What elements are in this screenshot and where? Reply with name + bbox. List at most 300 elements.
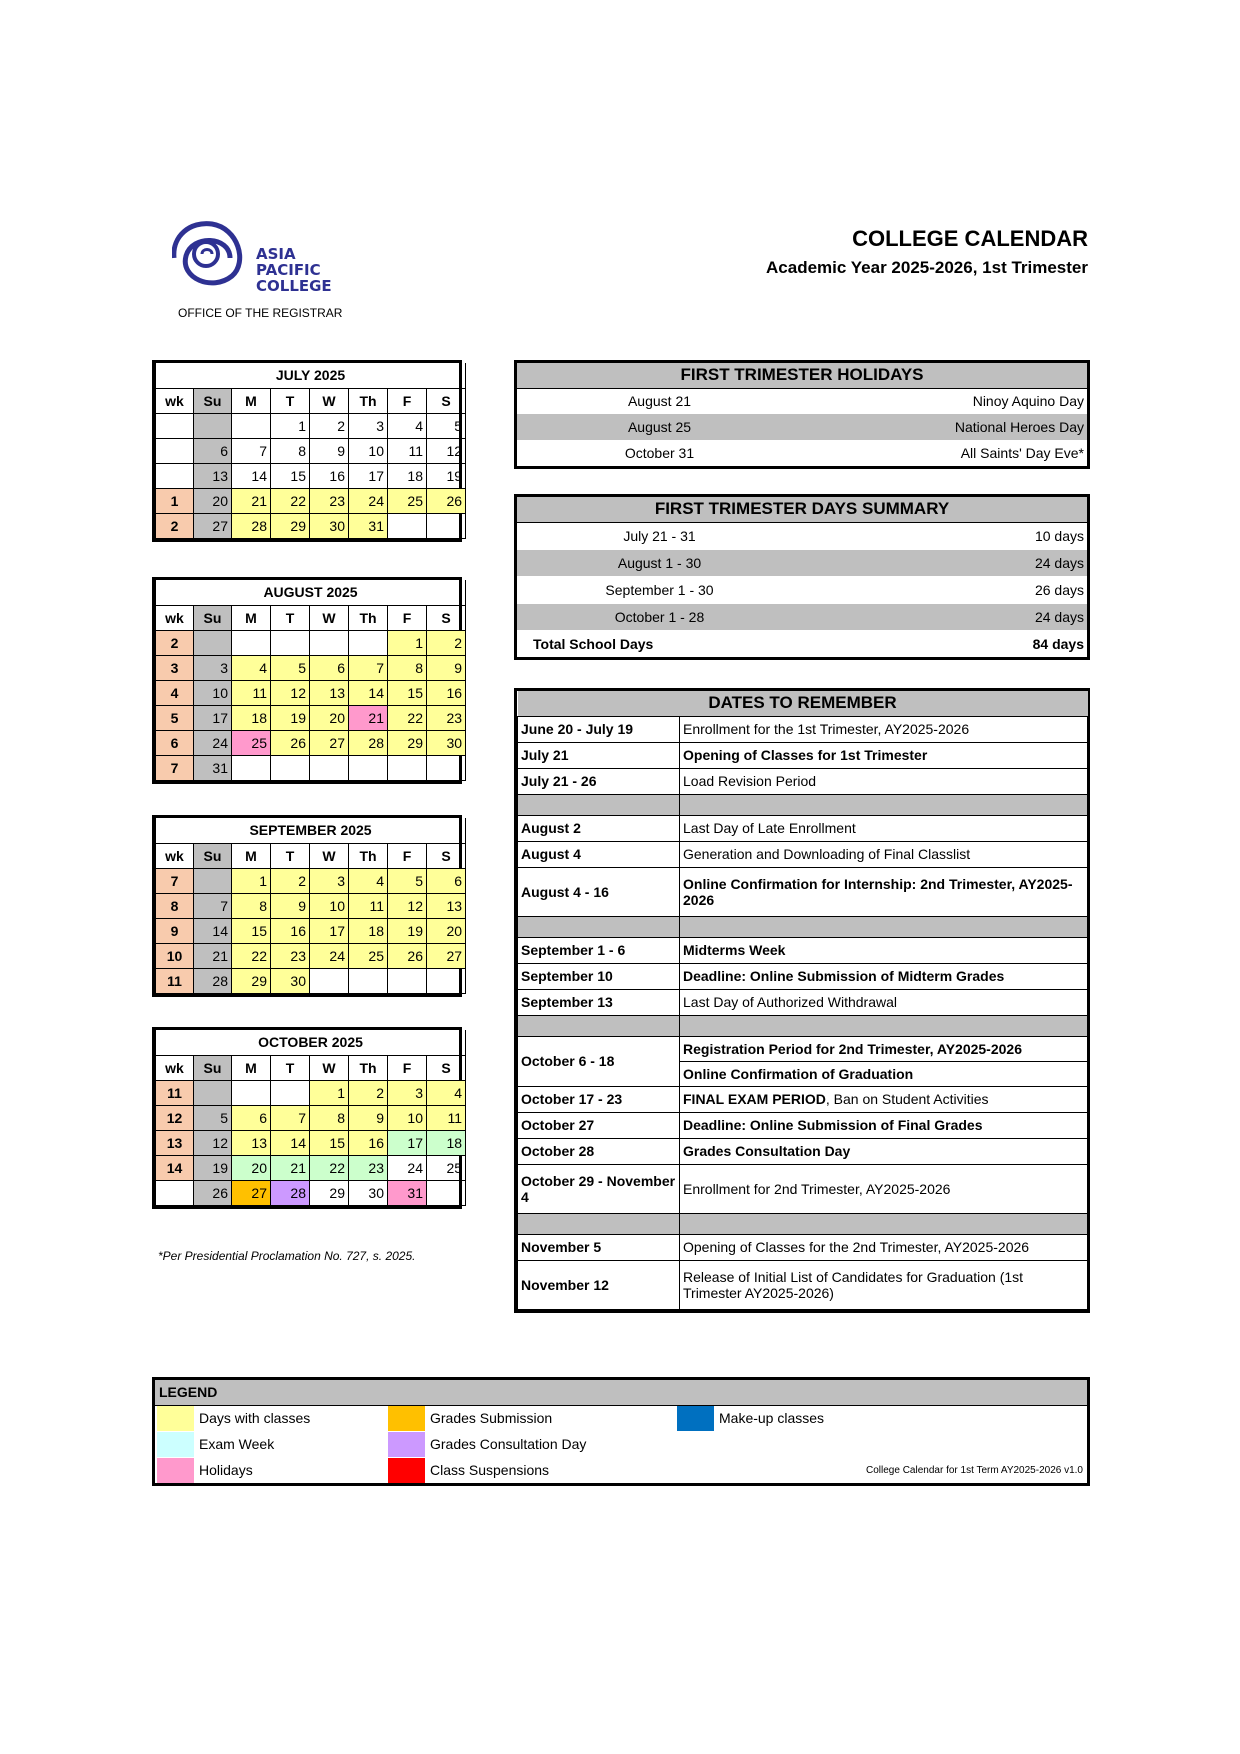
month-title: AUGUST 2025 xyxy=(156,580,466,605)
week-row xyxy=(156,755,466,780)
summary-days: 26 days xyxy=(802,576,1087,603)
calendar-day: 25 xyxy=(349,943,388,968)
week-row xyxy=(156,413,466,438)
event-cell: Opening of Classes for 1st Trimester xyxy=(680,742,1088,768)
weekday-header: T xyxy=(271,605,310,630)
holidays-table xyxy=(514,360,1090,469)
dates-title: DATES TO REMEMBER xyxy=(518,691,1088,716)
calendar-day: 18 xyxy=(427,1130,466,1155)
calendar-july xyxy=(152,360,462,542)
event-cell: Opening of Classes for the 2nd Trimester, AY2025-2026 xyxy=(680,1234,1088,1260)
calendar-day: 22 xyxy=(388,705,427,730)
date-row xyxy=(518,867,1088,916)
weekday-header: wk xyxy=(156,1055,194,1080)
summary-days: 24 days xyxy=(802,549,1087,576)
college-logo xyxy=(172,206,343,326)
week-row xyxy=(156,438,466,463)
calendar-day: 13 xyxy=(232,1130,271,1155)
calendar-day: 10 xyxy=(388,1105,427,1130)
calendar-day: 3 xyxy=(310,868,349,893)
event-cell: Last Day of Authorized Withdrawal xyxy=(680,989,1088,1015)
date-cell: August 2 xyxy=(518,815,680,841)
calendar-day: 22 xyxy=(271,488,310,513)
week-row xyxy=(156,918,466,943)
legend-label: Make-up classes xyxy=(719,1410,825,1426)
calendar-day: 4 xyxy=(232,655,271,680)
week-number: 11 xyxy=(156,1080,194,1105)
weekday-header: W xyxy=(310,1055,349,1080)
calendar-day: 8 xyxy=(310,1105,349,1130)
calendar-day: 31 xyxy=(388,1180,427,1205)
calendar-day: 2 xyxy=(427,630,466,655)
weekday-header: F xyxy=(388,1055,427,1080)
calendar-day xyxy=(194,413,232,438)
calendar-day: 20 xyxy=(310,705,349,730)
holiday-name: Ninoy Aquino Day xyxy=(972,393,1084,410)
weekday-header: S xyxy=(427,388,466,413)
calendar-day: 30 xyxy=(310,513,349,538)
week-row xyxy=(156,488,466,513)
date-cell: July 21 - 26 xyxy=(518,768,680,794)
calendar-day: 11 xyxy=(388,438,427,463)
week-row xyxy=(156,730,466,755)
calendar-day: 7 xyxy=(232,438,271,463)
separator-row xyxy=(518,1213,1088,1234)
event-cell: Release of Initial List of Candidates for Graduation (1st Trimester AY2025-2026) xyxy=(680,1260,1088,1309)
legend-title: LEGEND xyxy=(155,1380,1087,1406)
calendar-day: 30 xyxy=(349,1180,388,1205)
weekday-header: Su xyxy=(194,1055,232,1080)
date-row xyxy=(518,963,1088,989)
calendar-day: 23 xyxy=(427,705,466,730)
week-number xyxy=(156,1180,194,1205)
calendar-day: 25 xyxy=(427,1155,466,1180)
calendar-day: 19 xyxy=(427,463,466,488)
calendar-day: 13 xyxy=(427,893,466,918)
calendar-day: 10 xyxy=(194,680,232,705)
calendar-day: 1 xyxy=(310,1080,349,1105)
summary-days: 10 days xyxy=(802,522,1087,549)
weekday-header: Th xyxy=(349,1055,388,1080)
event-cell xyxy=(680,916,1088,937)
date-row xyxy=(518,841,1088,867)
calendar-day: 19 xyxy=(271,705,310,730)
footnote: *Per Presidential Proclamation No. 727, s. 2025. xyxy=(158,1249,416,1263)
weekday-header: M xyxy=(232,388,271,413)
calendar-day xyxy=(310,630,349,655)
summary-title: FIRST TRIMESTER DAYS SUMMARY xyxy=(517,497,1087,522)
calendar-day: 5 xyxy=(194,1105,232,1130)
calendar-day: 12 xyxy=(427,438,466,463)
weekday-header: Su xyxy=(194,843,232,868)
event-cell: Load Revision Period xyxy=(680,768,1088,794)
weekday-header: wk xyxy=(156,843,194,868)
holiday-date: August 21 xyxy=(627,393,692,410)
calendar-day xyxy=(232,630,271,655)
calendar-day: 30 xyxy=(271,968,310,993)
calendar-day xyxy=(349,755,388,780)
weekday-header: Th xyxy=(349,843,388,868)
calendar-day: 6 xyxy=(194,438,232,463)
event-cell: Generation and Downloading of Final Classlist xyxy=(680,841,1088,867)
calendar-day: 3 xyxy=(194,655,232,680)
total-days-label: Total School Days xyxy=(517,630,802,657)
week-row xyxy=(156,680,466,705)
week-number xyxy=(156,413,194,438)
week-row xyxy=(156,1130,466,1155)
calendar-day xyxy=(194,630,232,655)
calendar-day: 26 xyxy=(194,1180,232,1205)
calendar-day: 28 xyxy=(232,513,271,538)
calendar-day: 19 xyxy=(194,1155,232,1180)
calendar-day: 31 xyxy=(349,513,388,538)
week-row xyxy=(156,893,466,918)
event-cell: Deadline: Online Submission of Midterm Grades xyxy=(680,963,1088,989)
calendar-day: 5 xyxy=(427,413,466,438)
week-number xyxy=(156,463,194,488)
calendar-day xyxy=(194,868,232,893)
date-cell: November 5 xyxy=(518,1234,680,1260)
weekday-header: W xyxy=(310,388,349,413)
calendar-day: 31 xyxy=(194,755,232,780)
calendar-day: 20 xyxy=(427,918,466,943)
calendar-day: 13 xyxy=(194,463,232,488)
calendar-day: 29 xyxy=(271,513,310,538)
calendar-day: 23 xyxy=(310,488,349,513)
week-number: 5 xyxy=(156,705,194,730)
week-number: 11 xyxy=(156,968,194,993)
week-number: 14 xyxy=(156,1155,194,1180)
week-number: 4 xyxy=(156,680,194,705)
calendar-day xyxy=(427,1180,466,1205)
event-cell: Online Confirmation for Internship: 2nd Trimester, AY2025-2026 xyxy=(680,867,1088,916)
date-row xyxy=(518,1234,1088,1260)
calendar-day: 19 xyxy=(388,918,427,943)
week-number: 7 xyxy=(156,868,194,893)
calendar-day: 2 xyxy=(310,413,349,438)
week-number: 9 xyxy=(156,918,194,943)
calendar-day: 6 xyxy=(232,1105,271,1130)
week-row xyxy=(156,868,466,893)
calendar-day: 5 xyxy=(388,868,427,893)
event-rest-part: , Ban on Student Activities xyxy=(825,1091,989,1107)
date-cell: October 28 xyxy=(518,1138,680,1164)
date-cell: June 20 - July 19 xyxy=(518,716,680,742)
week-number: 2 xyxy=(156,513,194,538)
weekday-header: Su xyxy=(194,605,232,630)
date-row xyxy=(518,1138,1088,1164)
calendar-day: 21 xyxy=(349,705,388,730)
date-cell: August 4 - 16 xyxy=(518,867,680,916)
legend-label: Grades Consultation Day xyxy=(430,1436,587,1452)
month-title: SEPTEMBER 2025 xyxy=(156,818,466,843)
legend-label: Days with classes xyxy=(199,1410,311,1426)
calendar-day: 25 xyxy=(232,730,271,755)
calendar-day: 29 xyxy=(388,730,427,755)
event-cell: Online Confirmation of Graduation xyxy=(680,1061,1088,1086)
calendar-day: 11 xyxy=(349,893,388,918)
calendar-day: 10 xyxy=(310,893,349,918)
weekday-header: wk xyxy=(156,388,194,413)
week-row xyxy=(156,463,466,488)
days-summary-table xyxy=(514,494,1090,660)
calendar-day: 21 xyxy=(232,488,271,513)
week-number: 8 xyxy=(156,893,194,918)
calendar-day: 22 xyxy=(232,943,271,968)
separator-row xyxy=(518,794,1088,815)
legend-swatch xyxy=(157,1432,194,1457)
summary-days: 24 days xyxy=(802,603,1087,630)
calendar-day: 14 xyxy=(349,680,388,705)
calendar-day: 28 xyxy=(194,968,232,993)
week-number: 13 xyxy=(156,1130,194,1155)
calendar-day: 10 xyxy=(349,438,388,463)
calendar-day: 7 xyxy=(271,1105,310,1130)
calendar-day: 27 xyxy=(194,513,232,538)
calendar-day: 24 xyxy=(388,1155,427,1180)
calendar-day: 9 xyxy=(427,655,466,680)
calendar-day: 13 xyxy=(310,680,349,705)
event-cell: Registration Period for 2nd Trimester, AY2025-2026 xyxy=(680,1036,1088,1061)
date-cell: October 6 - 18 xyxy=(518,1036,680,1086)
calendar-day: 12 xyxy=(388,893,427,918)
week-number: 2 xyxy=(156,630,194,655)
event-bold-part: FINAL EXAM PERIOD xyxy=(683,1091,826,1107)
date-row xyxy=(518,815,1088,841)
calendar-day: 15 xyxy=(388,680,427,705)
total-days-value: 84 days xyxy=(802,630,1087,657)
calendar-day: 4 xyxy=(388,413,427,438)
calendar-day: 29 xyxy=(310,1180,349,1205)
calendar-day: 28 xyxy=(271,1180,310,1205)
week-row xyxy=(156,968,466,993)
calendar-day: 24 xyxy=(310,943,349,968)
date-row xyxy=(518,716,1088,742)
week-row xyxy=(156,630,466,655)
date-cell: October 29 - November 4 xyxy=(518,1164,680,1213)
calendar-day xyxy=(427,968,466,993)
calendar-day xyxy=(310,968,349,993)
weekday-header: M xyxy=(232,843,271,868)
calendar-day xyxy=(349,630,388,655)
date-row xyxy=(518,989,1088,1015)
calendar-day: 1 xyxy=(388,630,427,655)
calendar-day: 27 xyxy=(232,1180,271,1205)
event-cell: Deadline: Online Submission of Final Grades xyxy=(680,1112,1088,1138)
calendar-day: 17 xyxy=(349,463,388,488)
week-row xyxy=(156,1080,466,1105)
calendar-day: 26 xyxy=(271,730,310,755)
legend-label: Exam Week xyxy=(199,1436,275,1452)
week-number: 7 xyxy=(156,755,194,780)
calendar-day: 4 xyxy=(349,868,388,893)
calendar-day xyxy=(271,630,310,655)
date-row xyxy=(518,742,1088,768)
separator-row xyxy=(518,1015,1088,1036)
logo-word-2: PACIFIC xyxy=(256,261,321,279)
calendar-day: 27 xyxy=(310,730,349,755)
calendar-day: 27 xyxy=(427,943,466,968)
calendar-day: 20 xyxy=(194,488,232,513)
calendar-day xyxy=(271,755,310,780)
summary-range: July 21 - 31 xyxy=(517,522,802,549)
date-row xyxy=(518,1164,1088,1213)
weekday-header: M xyxy=(232,605,271,630)
calendar-day: 15 xyxy=(310,1130,349,1155)
summary-range: September 1 - 30 xyxy=(517,576,802,603)
legend-label: Class Suspensions xyxy=(430,1462,550,1478)
legend-swatch xyxy=(388,1432,425,1457)
holiday-date: August 25 xyxy=(627,419,692,435)
version-label: College Calendar for 1st Term AY2025-2026 v1.0 xyxy=(866,1465,1083,1476)
calendar-august xyxy=(152,577,462,784)
week-row xyxy=(156,705,466,730)
calendar-day xyxy=(232,413,271,438)
weekday-header: S xyxy=(427,1055,466,1080)
calendar-day: 8 xyxy=(271,438,310,463)
logo-word-3: COLLEGE xyxy=(256,277,332,295)
date-cell: September 1 - 6 xyxy=(518,937,680,963)
calendar-day: 7 xyxy=(194,893,232,918)
legend-label: Grades Submission xyxy=(430,1410,553,1426)
week-row xyxy=(156,1180,466,1205)
legend-swatch xyxy=(157,1458,194,1483)
calendar-day: 16 xyxy=(271,918,310,943)
calendar-day: 3 xyxy=(388,1080,427,1105)
date-cell: July 21 xyxy=(518,742,680,768)
legend-swatch xyxy=(388,1458,425,1483)
holiday-name: National Heroes Day xyxy=(954,419,1084,435)
legend xyxy=(152,1377,1090,1486)
calendar-day: 14 xyxy=(271,1130,310,1155)
date-cell xyxy=(518,1015,680,1036)
date-cell: August 4 xyxy=(518,841,680,867)
week-row xyxy=(156,943,466,968)
weekday-header: F xyxy=(388,605,427,630)
week-number: 1 xyxy=(156,488,194,513)
date-cell: October 27 xyxy=(518,1112,680,1138)
event-cell: Grades Consultation Day xyxy=(680,1138,1088,1164)
date-cell: November 12 xyxy=(518,1260,680,1309)
date-row xyxy=(518,1260,1088,1309)
weekday-header: W xyxy=(310,605,349,630)
legend-swatch xyxy=(388,1406,425,1431)
weekday-header: W xyxy=(310,843,349,868)
dates-to-remember-table xyxy=(514,688,1090,1313)
calendar-day: 16 xyxy=(349,1130,388,1155)
calendar-day: 14 xyxy=(194,918,232,943)
calendar-day: 23 xyxy=(271,943,310,968)
weekday-header: T xyxy=(271,843,310,868)
week-number: 3 xyxy=(156,655,194,680)
calendar-day: 11 xyxy=(427,1105,466,1130)
weekday-header: T xyxy=(271,388,310,413)
holidays-title: FIRST TRIMESTER HOLIDAYS xyxy=(517,363,1087,388)
weekday-header: S xyxy=(427,605,466,630)
calendar-day: 4 xyxy=(427,1080,466,1105)
calendar-day: 21 xyxy=(194,943,232,968)
calendar-day: 9 xyxy=(310,438,349,463)
logo-word-1: ASIA xyxy=(256,245,296,263)
calendar-day: 12 xyxy=(194,1130,232,1155)
summary-range: August 1 - 30 xyxy=(517,549,802,576)
date-row xyxy=(518,1112,1088,1138)
date-cell: September 13 xyxy=(518,989,680,1015)
week-number xyxy=(156,438,194,463)
calendar-day: 3 xyxy=(349,413,388,438)
calendar-day: 20 xyxy=(232,1155,271,1180)
weekday-header: T xyxy=(271,1055,310,1080)
weekday-header: F xyxy=(388,843,427,868)
calendar-day: 7 xyxy=(349,655,388,680)
event-cell xyxy=(680,794,1088,815)
calendar-day: 18 xyxy=(388,463,427,488)
weekday-header: Su xyxy=(194,388,232,413)
date-row xyxy=(518,937,1088,963)
page-subtitle: Academic Year 2025-2026, 1st Trimester xyxy=(766,258,1088,277)
office-label: OFFICE OF THE REGISTRAR xyxy=(178,306,343,320)
week-number: 10 xyxy=(156,943,194,968)
week-row xyxy=(156,1155,466,1180)
calendar-day: 18 xyxy=(349,918,388,943)
calendar-day: 15 xyxy=(271,463,310,488)
calendar-day: 2 xyxy=(271,868,310,893)
calendar-day: 17 xyxy=(310,918,349,943)
calendar-day xyxy=(194,1080,232,1105)
event-cell: Last Day of Late Enrollment xyxy=(680,815,1088,841)
calendar-day: 11 xyxy=(232,680,271,705)
weekday-header: F xyxy=(388,388,427,413)
calendar-day: 26 xyxy=(427,488,466,513)
calendar-day: 17 xyxy=(194,705,232,730)
calendar-day xyxy=(349,968,388,993)
date-cell xyxy=(518,1213,680,1234)
calendar-day: 28 xyxy=(349,730,388,755)
calendar-day: 24 xyxy=(349,488,388,513)
event-cell: Enrollment for 2nd Trimester, AY2025-2026 xyxy=(680,1164,1088,1213)
calendar-october xyxy=(152,1027,462,1209)
month-title: OCTOBER 2025 xyxy=(156,1030,466,1055)
calendar-day: 16 xyxy=(427,680,466,705)
calendar-day xyxy=(232,1080,271,1105)
calendar-day: 12 xyxy=(271,680,310,705)
calendar-day: 2 xyxy=(349,1080,388,1105)
calendar-day: 6 xyxy=(427,868,466,893)
week-row xyxy=(156,513,466,538)
weekday-header: M xyxy=(232,1055,271,1080)
holiday-name: All Saints' Day Eve* xyxy=(960,445,1084,461)
calendar-day: 24 xyxy=(194,730,232,755)
calendar-day: 30 xyxy=(427,730,466,755)
legend-label: Holidays xyxy=(199,1462,253,1478)
calendar-day: 8 xyxy=(232,893,271,918)
calendar-day: 8 xyxy=(388,655,427,680)
calendar-day xyxy=(427,513,466,538)
week-row xyxy=(156,655,466,680)
date-row xyxy=(518,768,1088,794)
week-number: 6 xyxy=(156,730,194,755)
calendar-day: 1 xyxy=(232,868,271,893)
page-title: COLLEGE CALENDAR xyxy=(852,226,1088,251)
date-row xyxy=(518,1086,1088,1112)
calendar-day xyxy=(232,755,271,780)
calendar-day xyxy=(310,755,349,780)
weekday-header: wk xyxy=(156,605,194,630)
month-title: JULY 2025 xyxy=(156,363,466,388)
weekday-header: Th xyxy=(349,605,388,630)
event-cell: Enrollment for the 1st Trimester, AY2025-2026 xyxy=(680,716,1088,742)
event-cell xyxy=(680,1086,1088,1112)
